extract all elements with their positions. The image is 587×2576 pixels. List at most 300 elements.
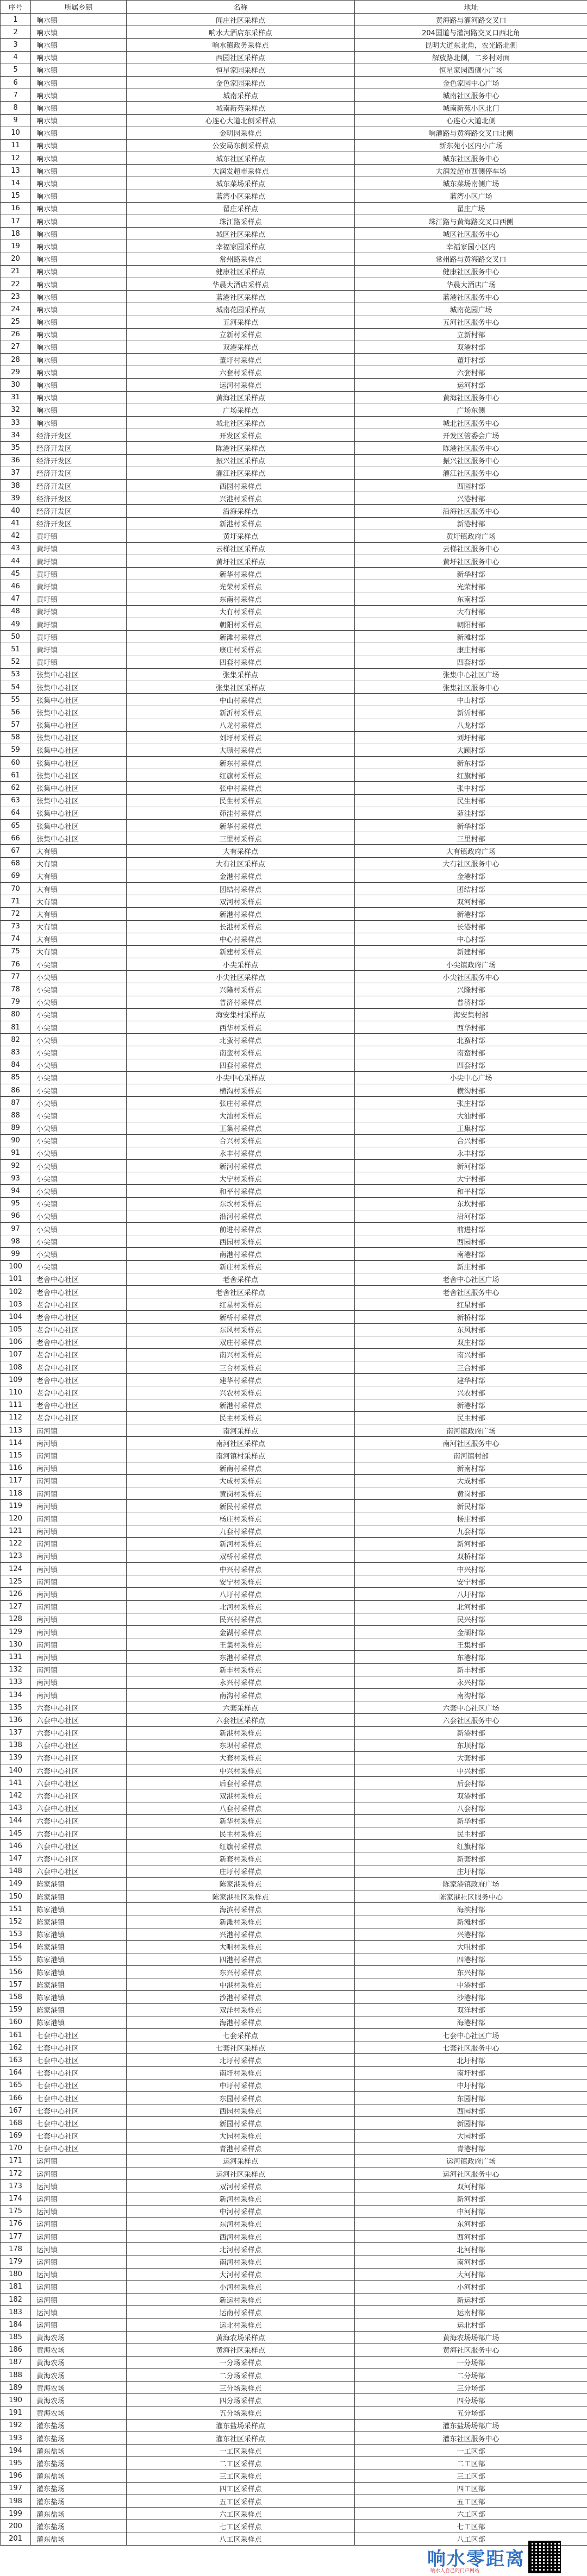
- row-name: 沿海采样点: [127, 505, 355, 517]
- row-name: 东河村采样点: [127, 2217, 355, 2230]
- row-name: 六套村采样点: [127, 366, 355, 379]
- row-town: 小尖镇: [31, 1260, 127, 1273]
- row-seq: 25: [1, 316, 31, 328]
- row-address: 六套社区服务中心: [355, 1714, 587, 1726]
- row-address: 新河村部: [355, 1160, 587, 1172]
- row-address: 北河村部: [355, 1600, 587, 1613]
- row-seq: 176: [1, 2217, 31, 2230]
- row-address: 204国道与灌河路交叉口西北角: [355, 26, 587, 39]
- row-seq: 137: [1, 1726, 31, 1739]
- row-seq: 94: [1, 1185, 31, 1197]
- row-town: 南河镇: [31, 1487, 127, 1499]
- row-name: 南蛮村采样点: [127, 1046, 355, 1059]
- row-name: 西园村采样点: [127, 1235, 355, 1248]
- row-town: 张集中心社区: [31, 832, 127, 845]
- row-seq: 34: [1, 429, 31, 442]
- row-name: 东港村采样点: [127, 1651, 355, 1663]
- row-town: 小尖镇: [31, 1034, 127, 1046]
- table-row: [1, 177, 587, 190]
- row-town: 经济开发区: [31, 479, 127, 492]
- row-address: 新南村部: [355, 1462, 587, 1474]
- table-row: [1, 1285, 587, 1298]
- row-seq: 171: [1, 2154, 31, 2167]
- row-address: 双桥村部: [355, 1550, 587, 1562]
- row-town: 小尖镇: [31, 1084, 127, 1096]
- row-seq: 10: [1, 127, 31, 139]
- row-seq: 161: [1, 2029, 31, 2041]
- row-town: 响水镇: [31, 379, 127, 391]
- row-seq: 193: [1, 2432, 31, 2445]
- row-name: 新港村采样点: [127, 1726, 355, 1739]
- row-name: 七套采样点: [127, 2029, 355, 2041]
- table-row: [1, 2054, 587, 2066]
- row-town: 七套中心社区: [31, 2091, 127, 2104]
- row-town: 运河镇: [31, 2205, 127, 2217]
- row-town: 张集中心社区: [31, 757, 127, 769]
- row-name: 小尖中心采样点: [127, 1071, 355, 1084]
- row-address: 恒星家园西侧小广场: [355, 64, 587, 76]
- row-seq: 30: [1, 379, 31, 391]
- row-name: 新南村采样点: [127, 1462, 355, 1474]
- row-town: 响水镇: [31, 366, 127, 379]
- row-name: 双河村采样点: [127, 2180, 355, 2192]
- row-address: 陈家港镇政府广场: [355, 1877, 587, 1890]
- table-row: [1, 1411, 587, 1424]
- table-row: [1, 467, 587, 479]
- row-seq: 177: [1, 2231, 31, 2243]
- row-seq: 179: [1, 2255, 31, 2268]
- row-address: 六套中心社区广场: [355, 1701, 587, 1714]
- row-name: 六工区采样点: [127, 2508, 355, 2520]
- row-address: 七工区部: [355, 2520, 587, 2533]
- row-address: 新桥村部: [355, 1311, 587, 1323]
- row-name: 蓝港社区采样点: [127, 291, 355, 303]
- row-town: 南河镇: [31, 1500, 127, 1512]
- row-seq: 17: [1, 215, 31, 228]
- row-seq: 18: [1, 228, 31, 240]
- row-address: 双河村部: [355, 2180, 587, 2192]
- row-seq: 107: [1, 1348, 31, 1361]
- row-name: 和平村采样点: [127, 1185, 355, 1197]
- table-body: [1, 14, 587, 2546]
- row-seq: 97: [1, 1223, 31, 1235]
- table-row: [1, 2016, 587, 2028]
- row-name: 新桥村采样点: [127, 1311, 355, 1323]
- row-address: 张庄村部: [355, 1097, 587, 1109]
- row-seq: 51: [1, 643, 31, 656]
- row-name: 珠江路采样点: [127, 215, 355, 228]
- row-address: 中河村部: [355, 2205, 587, 2217]
- row-seq: 90: [1, 1134, 31, 1147]
- table-row: [1, 278, 587, 290]
- row-name: 西华村采样点: [127, 1021, 355, 1034]
- table-row: [1, 1336, 587, 1348]
- row-address: 南河镇政府广场: [355, 1424, 587, 1437]
- row-town: 南河镇: [31, 1474, 127, 1487]
- row-town: 运河镇: [31, 2306, 127, 2319]
- table-row: [1, 139, 587, 152]
- row-address: 董圩村部: [355, 354, 587, 366]
- row-address: 西华村部: [355, 1021, 587, 1034]
- row-town: 灌东盐场: [31, 2445, 127, 2457]
- row-seq: 37: [1, 467, 31, 479]
- row-address: 新华村部: [355, 820, 587, 832]
- row-name: 后套村采样点: [127, 1777, 355, 1789]
- row-name: 黄圩社区采样点: [127, 555, 355, 568]
- row-address: 横沟村部: [355, 1084, 587, 1096]
- row-name: 三工区采样点: [127, 2470, 355, 2482]
- row-name: 运河采样点: [127, 2154, 355, 2167]
- row-town: 响水镇: [31, 102, 127, 114]
- row-town: 老舍中心社区: [31, 1348, 127, 1361]
- row-seq: 157: [1, 1978, 31, 1991]
- row-name: 大汕村采样点: [127, 1109, 355, 1122]
- row-name: 开发区采样点: [127, 429, 355, 442]
- row-address: 民主村部: [355, 1827, 587, 1840]
- row-town: 响水镇: [31, 190, 127, 202]
- row-address: 黄海社区服务中心: [355, 391, 587, 404]
- row-name: 东坎村采样点: [127, 1197, 355, 1210]
- table-row: [1, 1399, 587, 1411]
- row-name: 大有村采样点: [127, 605, 355, 618]
- table-row: [1, 2482, 587, 2495]
- row-address: 永丰村部: [355, 1147, 587, 1159]
- row-name: 金色家园采样点: [127, 76, 355, 89]
- row-address: 振兴社区服务中心: [355, 454, 587, 467]
- row-address: 团结村部: [355, 882, 587, 895]
- row-town: 小尖镇: [31, 1008, 127, 1021]
- row-seq: 126: [1, 1588, 31, 1600]
- table-row: [1, 920, 587, 933]
- table-row: [1, 1600, 587, 1613]
- row-address: 茆洼村部: [355, 807, 587, 819]
- row-address: 东南村部: [355, 593, 587, 605]
- row-address: 城区社区服务中心: [355, 228, 587, 240]
- row-name: 八工区采样点: [127, 2533, 355, 2545]
- row-town: 响水镇: [31, 76, 127, 89]
- row-town: 张集中心社区: [31, 820, 127, 832]
- row-town: 响水镇: [31, 51, 127, 64]
- row-seq: 2: [1, 26, 31, 39]
- table-row: [1, 1512, 587, 1525]
- row-seq: 129: [1, 1626, 31, 1638]
- row-seq: 79: [1, 996, 31, 1008]
- row-address: 响灌路与黄海路交叉口北侧: [355, 127, 587, 139]
- row-seq: 85: [1, 1071, 31, 1084]
- table-row: [1, 391, 587, 404]
- row-seq: 147: [1, 1852, 31, 1865]
- row-address: 建华村部: [355, 1374, 587, 1386]
- row-seq: 103: [1, 1298, 31, 1311]
- row-address: 陈家港社区服务中心: [355, 1890, 587, 1902]
- row-name: 兴农村采样点: [127, 1386, 355, 1399]
- row-seq: 148: [1, 1865, 31, 1877]
- row-town: 大有镇: [31, 933, 127, 945]
- row-seq: 55: [1, 694, 31, 706]
- row-town: 陈家港镇: [31, 1890, 127, 1902]
- row-town: 响水镇: [31, 391, 127, 404]
- row-address: 新港村部: [355, 1399, 587, 1411]
- row-seq: 74: [1, 933, 31, 945]
- row-seq: 52: [1, 656, 31, 668]
- row-address: 城南花园广场: [355, 303, 587, 316]
- table-row: [1, 291, 587, 303]
- table-row: [1, 694, 587, 706]
- row-seq: 53: [1, 668, 31, 681]
- row-address: 三工区部: [355, 2470, 587, 2482]
- row-town: 陈家港镇: [31, 1966, 127, 1978]
- table-row: [1, 1197, 587, 1210]
- row-town: 南河镇: [31, 1651, 127, 1663]
- row-name: 庄圩村采样点: [127, 1865, 355, 1877]
- table-row: [1, 1462, 587, 1474]
- table-row: [1, 328, 587, 341]
- row-address: 南圩村部: [355, 2066, 587, 2079]
- row-town: 响水镇: [31, 14, 127, 26]
- row-name: 长港村采样点: [127, 920, 355, 933]
- row-seq: 39: [1, 492, 31, 505]
- row-town: 黄圩镇: [31, 618, 127, 631]
- table-row: [1, 1109, 587, 1122]
- row-name: 永丰村采样点: [127, 1147, 355, 1159]
- table-row: [1, 2293, 587, 2305]
- table-row: [1, 2142, 587, 2154]
- table-header-row: [1, 1, 587, 14]
- row-town: 南河镇: [31, 1676, 127, 1688]
- row-seq: 63: [1, 794, 31, 807]
- table-row: [1, 1953, 587, 1965]
- row-seq: 163: [1, 2054, 31, 2066]
- row-name: 中兴村采样点: [127, 1563, 355, 1575]
- row-seq: 13: [1, 165, 31, 177]
- row-name: 七套社区采样点: [127, 2041, 355, 2054]
- row-seq: 102: [1, 1285, 31, 1298]
- row-address: 南沟村部: [355, 1688, 587, 1701]
- row-name: 新沂村采样点: [127, 706, 355, 719]
- row-seq: 1: [1, 14, 31, 26]
- row-seq: 45: [1, 568, 31, 580]
- table-row: [1, 2079, 587, 2091]
- row-address: 西园村部: [355, 479, 587, 492]
- row-address: 红旗村部: [355, 769, 587, 782]
- row-seq: 136: [1, 1714, 31, 1726]
- row-town: 黄海农场: [31, 2356, 127, 2368]
- table-row: [1, 1739, 587, 1751]
- table-row: [1, 2129, 587, 2142]
- row-address: 中心村部: [355, 933, 587, 945]
- row-seq: 174: [1, 2192, 31, 2205]
- row-name: 北河村采样点: [127, 1600, 355, 1613]
- row-name: 四港村采样点: [127, 1953, 355, 1965]
- row-town: 经济开发区: [31, 517, 127, 530]
- table-row: [1, 895, 587, 908]
- row-seq: 38: [1, 479, 31, 492]
- row-address: 四工区部: [355, 2482, 587, 2495]
- table-row: [1, 971, 587, 983]
- row-address: 东兴村部: [355, 1966, 587, 1978]
- row-seq: 69: [1, 870, 31, 882]
- row-name: 红旗村采样点: [127, 769, 355, 782]
- row-seq: 47: [1, 593, 31, 605]
- row-address: 南河村部: [355, 2255, 587, 2268]
- row-name: 五分场采样点: [127, 2407, 355, 2419]
- row-seq: 35: [1, 442, 31, 454]
- row-seq: 26: [1, 328, 31, 341]
- row-name: 海安集村采样点: [127, 1008, 355, 1021]
- row-address: 大有镇政府广场: [355, 845, 587, 857]
- table-row: [1, 253, 587, 265]
- row-address: 朝阳村部: [355, 618, 587, 631]
- row-seq: 180: [1, 2268, 31, 2280]
- row-seq: 93: [1, 1172, 31, 1185]
- row-seq: 111: [1, 1399, 31, 1411]
- row-seq: 11: [1, 139, 31, 152]
- row-seq: 80: [1, 1008, 31, 1021]
- table-row: [1, 479, 587, 492]
- row-town: 响水镇: [31, 291, 127, 303]
- row-address: 常州路与黄海路交叉口: [355, 253, 587, 265]
- row-seq: 106: [1, 1336, 31, 1348]
- row-town: 七套中心社区: [31, 2041, 127, 2054]
- table-row: [1, 1323, 587, 1336]
- row-address: 一分场部: [355, 2356, 587, 2368]
- row-seq: 156: [1, 1966, 31, 1978]
- row-address: 沿河村部: [355, 1210, 587, 1222]
- row-town: 南河镇: [31, 1626, 127, 1638]
- table-row: [1, 64, 587, 76]
- row-seq: 116: [1, 1462, 31, 1474]
- row-name: 小尖采样点: [127, 958, 355, 971]
- row-town: 小尖镇: [31, 1097, 127, 1109]
- table-row: [1, 820, 587, 832]
- table-row: [1, 14, 587, 26]
- row-seq: 15: [1, 190, 31, 202]
- row-name: 金港村采样点: [127, 870, 355, 882]
- row-seq: 199: [1, 2508, 31, 2520]
- table-row: [1, 454, 587, 467]
- row-seq: 19: [1, 240, 31, 253]
- row-town: 黄圩镇: [31, 555, 127, 568]
- table-row: [1, 215, 587, 228]
- row-town: 老舍中心社区: [31, 1323, 127, 1336]
- row-seq: 84: [1, 1059, 31, 1071]
- row-address: 双洋村部: [355, 2003, 587, 2016]
- row-address: 南港村部: [355, 1248, 587, 1260]
- row-seq: 189: [1, 2382, 31, 2394]
- row-name: 公安局东侧采样点: [127, 139, 355, 152]
- row-town: 小尖镇: [31, 1109, 127, 1122]
- row-address: 大河村部: [355, 2268, 587, 2280]
- row-address: 四套村部: [355, 656, 587, 668]
- table-row: [1, 2217, 587, 2230]
- row-seq: 61: [1, 769, 31, 782]
- row-town: 灌东盐场: [31, 2533, 127, 2545]
- row-address: 青港村部: [355, 2142, 587, 2154]
- row-name: 大园村采样点: [127, 2129, 355, 2142]
- row-address: 西河村部: [355, 2231, 587, 2243]
- table-row: [1, 1751, 587, 1764]
- row-name: 运南村采样点: [127, 2306, 355, 2319]
- table-row: [1, 542, 587, 555]
- row-address: 翟庄广场: [355, 202, 587, 215]
- row-seq: 56: [1, 706, 31, 719]
- row-town: 响水镇: [31, 404, 127, 416]
- header-seq: 序号: [1, 1, 31, 14]
- table-row: [1, 1008, 587, 1021]
- row-name: 团结村采样点: [127, 882, 355, 895]
- table-row: [1, 89, 587, 102]
- row-address: 三分场部: [355, 2382, 587, 2394]
- header-town: 所属乡镇: [31, 1, 127, 14]
- row-town: 陈家港镇: [31, 1991, 127, 2003]
- row-town: 陈家港镇: [31, 2003, 127, 2016]
- row-name: 双庄村采样点: [127, 1336, 355, 1348]
- table-row: [1, 782, 587, 794]
- row-address: 兴港村部: [355, 492, 587, 505]
- row-address: 新庄村部: [355, 1260, 587, 1273]
- table-row: [1, 757, 587, 769]
- row-name: 朝阳村采样点: [127, 618, 355, 631]
- row-name: 王集村采样点: [127, 1638, 355, 1651]
- row-town: 响水镇: [31, 26, 127, 39]
- table-row: [1, 1651, 587, 1663]
- row-address: 东风村部: [355, 1323, 587, 1336]
- row-name: 六套采样点: [127, 1701, 355, 1714]
- row-town: 运河镇: [31, 2231, 127, 2243]
- row-address: 五工区部: [355, 2495, 587, 2507]
- row-town: 小尖镇: [31, 1059, 127, 1071]
- row-seq: 139: [1, 1751, 31, 1764]
- row-town: 黄海农场: [31, 2407, 127, 2419]
- row-town: 运河镇: [31, 2268, 127, 2280]
- table-row: [1, 1877, 587, 1890]
- row-town: 黄圩镇: [31, 593, 127, 605]
- row-town: 运河镇: [31, 2154, 127, 2167]
- row-town: 响水镇: [31, 240, 127, 253]
- row-town: 南河镇: [31, 1638, 127, 1651]
- row-seq: 190: [1, 2394, 31, 2407]
- row-name: 三分场采样点: [127, 2382, 355, 2394]
- row-town: 响水镇: [31, 177, 127, 190]
- row-seq: 89: [1, 1122, 31, 1134]
- table-row: [1, 1223, 587, 1235]
- table-row: [1, 2205, 587, 2217]
- table-row: [1, 1550, 587, 1562]
- row-name: 九套村采样点: [127, 1525, 355, 1537]
- table-row: [1, 2508, 587, 2520]
- row-name: 南兴村采样点: [127, 1348, 355, 1361]
- row-name: 城北社区采样点: [127, 417, 355, 429]
- row-name: 小尖社区采样点: [127, 971, 355, 983]
- row-address: 新河村部: [355, 1537, 587, 1550]
- table-row: [1, 2331, 587, 2343]
- row-seq: 123: [1, 1550, 31, 1562]
- row-name: 张集采样点: [127, 668, 355, 681]
- row-name: 东风村采样点: [127, 1323, 355, 1336]
- row-name: 王集村采样点: [127, 1122, 355, 1134]
- row-name: 四套村采样点: [127, 1059, 355, 1071]
- row-town: 南河镇: [31, 1575, 127, 1588]
- row-name: 陈港社区采样点: [127, 442, 355, 454]
- row-name: 城区社区采样点: [127, 228, 355, 240]
- row-town: 老舍中心社区: [31, 1285, 127, 1298]
- row-name: 幸福家园采样点: [127, 240, 355, 253]
- row-seq: 99: [1, 1248, 31, 1260]
- row-town: 南河镇: [31, 1600, 127, 1613]
- row-seq: 170: [1, 2142, 31, 2154]
- row-address: 黄圩社区服务中心: [355, 555, 587, 568]
- table-row: [1, 1537, 587, 1550]
